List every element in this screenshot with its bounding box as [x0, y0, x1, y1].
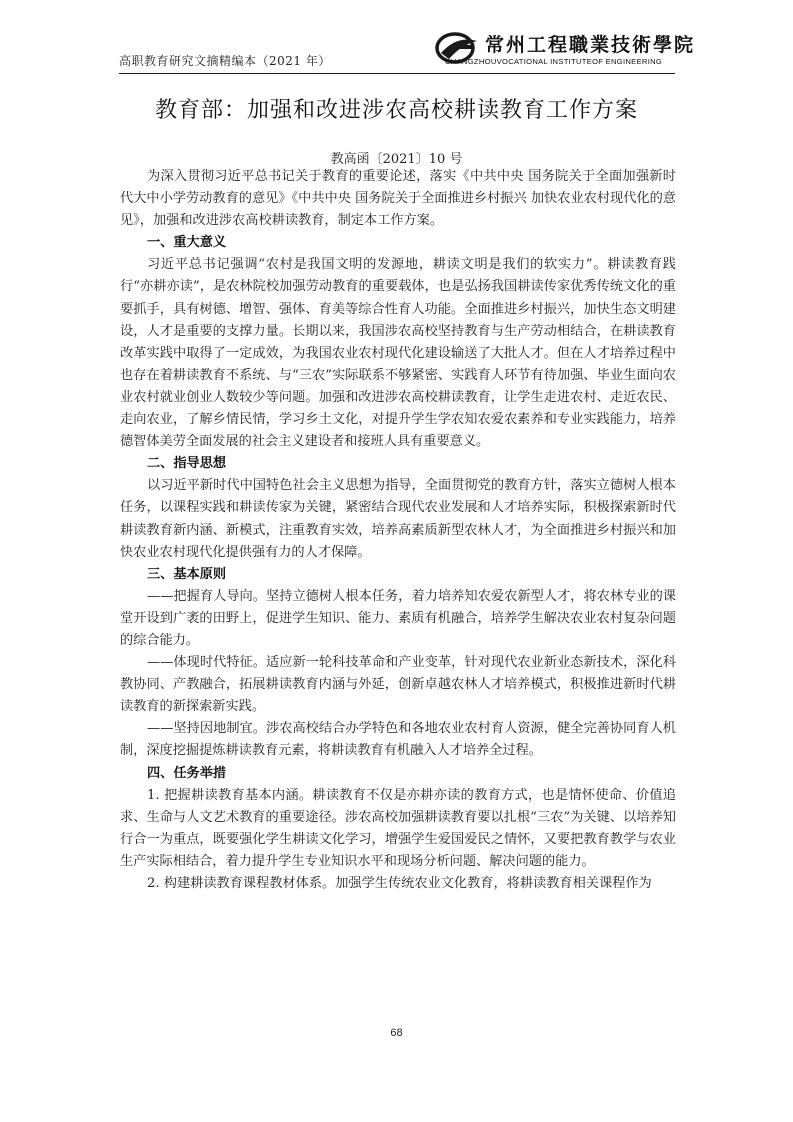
- section-heading: 四、任务举措: [147, 765, 227, 781]
- section-heading: 一、重大意义: [147, 235, 227, 251]
- body-paragraph: 习近平总书记强调“农村是我国文明的发源地，耕读文明是我们的软实力”。耕读教育践行“亦耕亦读”，是农林院校加强劳动教育的重要载体，也是弘扬我国耕读传家优秀传统文化的重要抓手，具有树德、增智、强体、育美等综合性育人功能。全面推进乡村振兴，加快生态文明建设，人才是重要的支撑力量。长期以来，我国涉农高校坚持教育与生产劳动相结合，在耕读教育改革实践中取得了一定成效，为我国农业农村现代化建设输送了大批人才。但在人才培养过程中也存在着耕读教育不系统、与“三农”实际联系不够紧密、实践育人环节有待加强、毕业生面向农业农村就业创业人数较少等问题。加强和改进涉农高校耕读教育，让学生走进农村、走近农民、走向农业，了解乡情民情，学习乡土文化，对提升学生学农知农爱农素养和专业实践能力，培养德智体美劳全面发展的社会主义建设者和接班人具有重要意义。: [120, 257, 676, 450]
- document-title: 教育部：加强和改进涉农高校耕读教育工作方案: [154, 98, 638, 123]
- page-number: 68: [390, 1027, 403, 1039]
- body-paragraph: ——把握育人导向。坚持立德树人根本任务，着力培养知农爱农新型人才，将农林专业的课堂开设到广袤的田野上，促进学生知识、能力、素质有机融合，培养学生解决农业农村复杂问题的综合能力。: [120, 588, 676, 648]
- document-body: [120, 166, 676, 895]
- college-name-en: CHANGZHOUVOCATIONAL INSTITUTEOF ENGINEERING: [445, 57, 663, 66]
- body-paragraph: 2. 构建耕读教育课程教材体系。加强学生传统农业文化教育，将耕读教育相关课程作为: [147, 876, 652, 891]
- body-paragraph: 为深入贯彻习近平总书记关于教育的重要论述，落实《中共中央 国务院关于全面加强新时代大中小学劳动教育的意见》《中共中央 国务院关于全面推进乡村振兴 加快农业农村现代化的意见》，加强和改进涉农高校耕读教育，制定本工作方案。: [120, 169, 676, 229]
- college-logo: [435, 28, 696, 70]
- body-paragraph: 以习近平新时代中国特色社会主义思想为指导，全面贯彻党的教育方针，落实立德树人根本任务，以课程实践和耕读传家为关键，紧密结合现代农业发展和人才培养实际，积极探索新时代耕读教育新内涵、新模式，注重教育实效，培养高素质新型农林人才，为全面推进乡村振兴和加快农业农村现代化提供强有力的人才保障。: [120, 478, 676, 560]
- section-heading: 三、基本原则: [147, 566, 227, 582]
- body-paragraph: 1. 把握耕读教育基本内涵。耕读教育不仅是亦耕亦读的教育方式，也是情怀使命、价值追求、生命与人文艺术教育的重要途径。涉农高校加强耕读教育要以扎根“三农”为关键、以培养知行合一为重点，既要强化学生耕读文化学习，增强学生爱国爱民之情怀，又要把教育教学与农业生产实际相结合，着力提升学生专业知识水平和现场分析问题、解决问题的能力。: [120, 787, 676, 869]
- header-rule: [119, 73, 675, 74]
- body-paragraph: ——坚持因地制宜。涉农高校结合办学特色和各地农业农村育人资源，健全完善协同育人机制，深度挖掘提炼耕读教育元素，将耕读教育有机融入人才培养全过程。: [120, 721, 676, 759]
- series-title: 高职教育研究文摘精编本（2021 年）: [119, 54, 331, 68]
- document-number: 教高函〔2021〕10 号: [330, 152, 463, 167]
- section-heading: 二、指导思想: [147, 456, 227, 472]
- body-paragraph: ——体现时代特征。适应新一轮科技革命和产业变革，针对现代农业新业态新技术，深化科教协同、产教融合，拓展耕读教育内涵与外延，创新卓越农林人才培养模式，积极推进新时代耕读教育的新探索新实践。: [120, 655, 676, 715]
- page-header: [119, 28, 696, 74]
- college-name-cn: 常州工程職業技術學院: [485, 34, 696, 56]
